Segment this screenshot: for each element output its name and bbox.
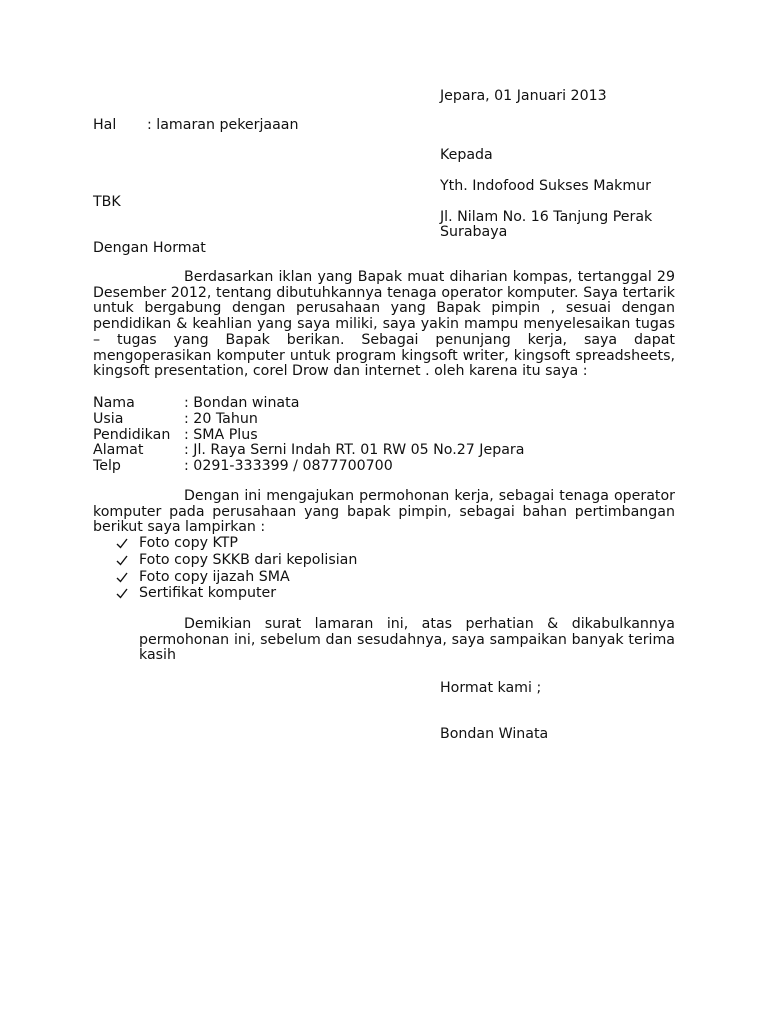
closing-paragraph-text: Demikian surat lamaran ini, atas perhatian & dikabulkannya permohonan ini, sebelum dan sesudahnya, saya sampaikan banyak terima kasih (139, 616, 675, 664)
identity-value-nama: : Bondan winata (184, 395, 300, 411)
identity-label-usia: Usia (93, 411, 124, 427)
recipient-kepada: Kepada (440, 147, 493, 163)
checkmark-icon (116, 588, 128, 599)
attachment-label: Foto copy ijazah SMA (139, 569, 290, 585)
intro-paragraph-text: Berdasarkan iklan yang Bapak muat diharian kompas, tertanggal 29 Desember 2012, tentang dibutuhkannya tenaga operator komputer. Saya tertarik untuk bergabung dengan perusahaan yang Bapak pimpin , sesuai dengan pendidikan & keahlian yang saya miliki, saya yakin mampu menyelesaikan tugas – tugas yang Bapak berikan. Sebagai penunjang kerja, saya dapat mengoperasikan komputer untuk program kingsoft writer, kingsoft spreadsheets, kingsoft presentation, corel Drow dan internet . oleh karena itu saya : (93, 269, 675, 380)
identity-label-pendidikan: Pendidikan (93, 427, 171, 443)
identity-value-usia: : 20 Tahun (184, 411, 258, 427)
intro-paragraph (93, 270, 675, 380)
closing-paragraph (139, 617, 675, 664)
identity-label-telp: Telp (93, 458, 121, 474)
identity-label-alamat: Alamat (93, 442, 144, 458)
sign-off: Hormat kami ; (440, 680, 542, 696)
identity-value-telp: : 0291-333399 / 0877700700 (184, 458, 393, 474)
greeting: Dengan Hormat (93, 240, 206, 256)
identity-value-alamat: : Jl. Raya Serni Indah RT. 01 RW 05 No.27 Jepara (184, 442, 525, 458)
attachment-label: Foto copy SKKB dari kepolisian (139, 552, 358, 568)
subject-label: Hal (93, 117, 117, 133)
subject-value: : lamaran pekerjaaan (147, 117, 299, 133)
recipient-company: Yth. Indofood Sukses Makmur (440, 178, 652, 194)
attachment-label: Foto copy KTP (139, 535, 238, 551)
place-date: Jepara, 01 Januari 2013 (440, 88, 607, 104)
checkmark-icon (116, 555, 128, 566)
checkmark-icon (116, 538, 128, 549)
recipient-address-street: Jl. Nilam No. 16 Tanjung Perak (440, 209, 653, 225)
body-paragraph (93, 489, 675, 536)
attachment-label: Sertifikat komputer (139, 585, 277, 601)
recipient-company-wrap: TBK (93, 194, 121, 210)
recipient-address-city: Surabaya (440, 224, 508, 240)
identity-label-nama: Nama (93, 395, 135, 411)
checkmark-icon (116, 572, 128, 583)
body-paragraph-text: Dengan ini mengajukan permohonan kerja, sebagai tenaga operator komputer pada perusahaan yang bapak pimpin, sebagai bahan pertimbangan berikut saya lampirkan : (93, 488, 675, 536)
signature-name: Bondan Winata (440, 726, 549, 742)
identity-value-pendidikan: : SMA Plus (184, 427, 258, 443)
